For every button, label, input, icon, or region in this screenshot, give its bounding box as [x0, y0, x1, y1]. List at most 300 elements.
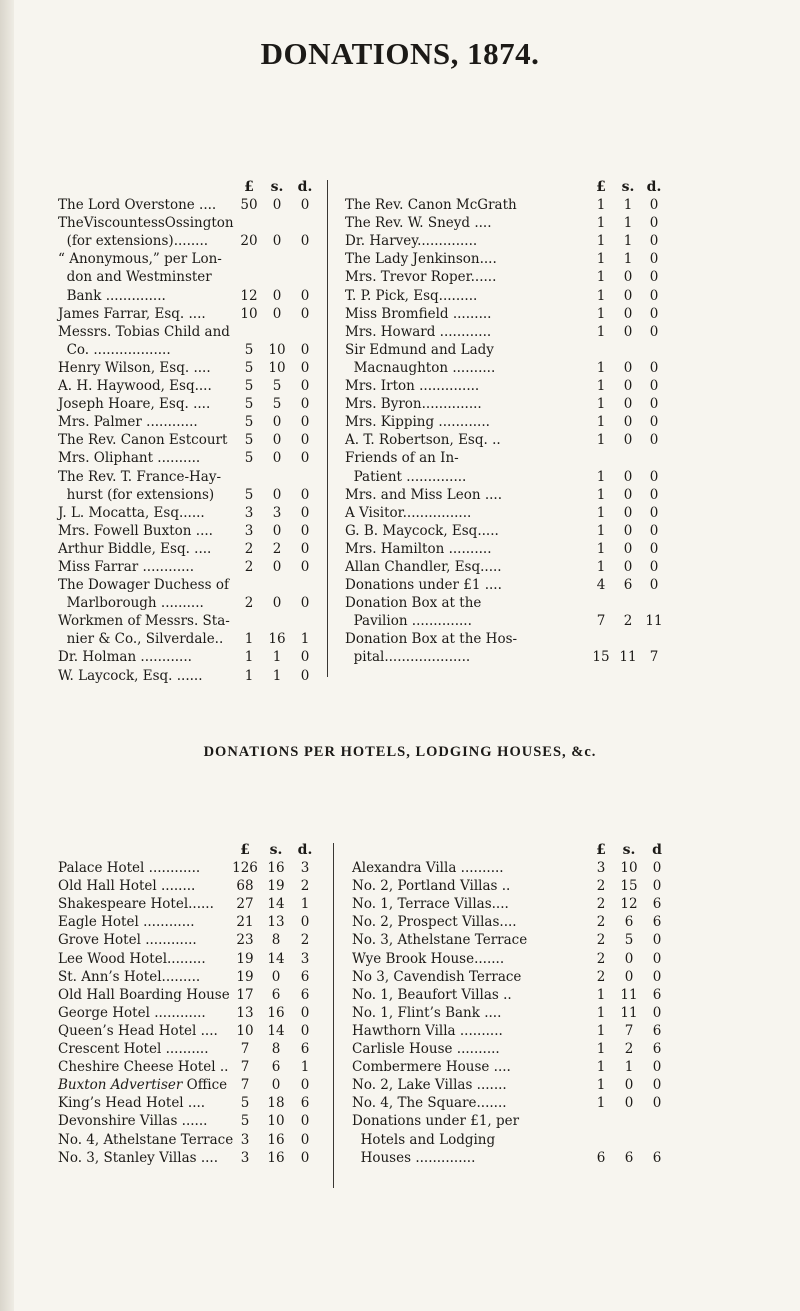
amount-shillings: 0 [624, 1095, 634, 1112]
amount-shillings: 5 [624, 932, 634, 949]
donor-name: Hotels and Lodging [352, 1131, 496, 1148]
amount-shillings: 0 [271, 1077, 281, 1094]
amount-shillings: 0 [623, 323, 633, 340]
donor-name: Miss Bromfield ......... [345, 305, 492, 322]
ledger-row [58, 196, 338, 214]
ledger-row [58, 1112, 338, 1130]
ledger-row [345, 268, 659, 286]
amount-shillings: 2 [623, 613, 633, 630]
amount-shillings: 0 [623, 468, 633, 485]
amount-pounds: 3 [244, 504, 254, 521]
ledger-row [58, 950, 338, 968]
donor-name: No. 3, Athelstane Terrace [352, 932, 528, 949]
donor-name: Donation Box at the Hos- [345, 631, 518, 648]
donor-name: Mrs. and Miss Leon .... [345, 486, 502, 503]
amount-shillings: 0 [272, 595, 282, 612]
amount-pounds: 1 [596, 414, 606, 431]
donor-name: Friends of an In- [345, 450, 459, 467]
amount-pence: 0 [649, 287, 659, 304]
pounds-header: £ [596, 842, 606, 858]
amount-pounds: 21 [236, 914, 254, 931]
currency-header-row [58, 178, 338, 196]
donor-name: The Lord Overstone .... [58, 197, 217, 214]
amount-pounds: 1 [596, 558, 606, 575]
donor-name: Mrs. Irton .............. [345, 378, 480, 395]
amount-shillings: 0 [272, 197, 282, 214]
donor-name: Patient .............. [345, 468, 467, 485]
amount-shillings: 0 [624, 968, 634, 985]
amount-pounds: 2 [244, 540, 254, 557]
amount-shillings: 6 [271, 986, 281, 1003]
amount-pounds: 1 [596, 287, 606, 304]
amount-pounds: 2 [596, 932, 606, 949]
ledger-row [352, 1040, 662, 1058]
amount-pence: 0 [300, 233, 310, 250]
donor-name: Mrs. Kipping ............ [345, 414, 490, 431]
amount-pence: 0 [652, 860, 662, 877]
amount-pounds: 13 [236, 1004, 254, 1021]
amount-pounds: 20 [240, 233, 258, 250]
donor-name: Mrs. Howard ............ [345, 323, 492, 340]
amount-pence: 0 [300, 1113, 310, 1130]
ledger-row [58, 413, 338, 431]
amount-shillings: 0 [623, 269, 633, 286]
amount-pence: 0 [300, 1131, 310, 1148]
amount-shillings: 5 [272, 378, 282, 395]
donor-name: Henry Wilson, Esq. .... [58, 359, 211, 376]
ledger-row [58, 1040, 338, 1058]
amount-shillings: 1 [623, 251, 633, 268]
amount-pounds: 1 [596, 396, 606, 413]
donor-name: Arthur Biddle, Esq. .... [58, 540, 212, 557]
amount-shillings: 8 [271, 932, 281, 949]
ledger-row [352, 1094, 662, 1112]
amount-shillings: 0 [272, 287, 282, 304]
amount-pounds: 50 [240, 197, 258, 214]
ledger-row [352, 1149, 662, 1167]
amount-pence: 0 [652, 932, 662, 949]
ledger-row [345, 431, 659, 449]
amount-pence: 0 [649, 269, 659, 286]
ledger-row [345, 522, 659, 540]
amount-pence: 6 [652, 1022, 662, 1039]
donor-name: No. 2, Portland Villas .. [352, 878, 511, 895]
ledger-row [352, 1058, 662, 1076]
amount-shillings: 16 [268, 631, 286, 648]
shillings-header: s. [269, 842, 283, 858]
amount-pounds: 5 [244, 432, 254, 449]
donor-name: Mrs. Hamilton .......... [345, 540, 492, 557]
amount-pence: 1 [300, 896, 310, 913]
donor-name: Carlisle House .......... [352, 1041, 500, 1058]
ledger-row [345, 594, 645, 612]
ledger-row [345, 395, 659, 413]
amount-pence: 0 [300, 414, 310, 431]
amount-pounds: 126 [232, 860, 258, 877]
ledger-row [58, 449, 338, 467]
amount-shillings: 5 [272, 396, 282, 413]
donor-name: Mrs. Trevor Roper...... [345, 269, 497, 286]
ledger-row [58, 1004, 338, 1022]
amount-shillings: 1 [272, 649, 282, 666]
donor-name: No. 1, Beaufort Villas .. [352, 986, 512, 1003]
donor-name: No. 1, Flint’s Bank .... [352, 1004, 502, 1021]
donor-name: Queen’s Head Hotel .... [58, 1022, 218, 1039]
amount-pounds: 1 [596, 1004, 606, 1021]
amount-pence: 0 [649, 305, 659, 322]
donor-name: Workmen of Messrs. Sta- [58, 613, 230, 630]
amount-pence: 0 [300, 504, 310, 521]
ledger-row [58, 214, 338, 232]
ledger-row [58, 594, 338, 612]
amount-shillings: 0 [623, 540, 633, 557]
amount-pence: 0 [300, 197, 310, 214]
donor-name: Marlborough .......... [58, 595, 204, 612]
amount-pence: 6 [300, 968, 310, 985]
amount-pence: 0 [300, 1022, 310, 1039]
amount-pence: 2 [300, 878, 310, 895]
amount-pence: 1 [300, 631, 310, 648]
donor-name: G. B. Maycock, Esq..... [345, 522, 499, 539]
amount-shillings: 16 [267, 1149, 285, 1166]
ledger-row [345, 558, 659, 576]
ledger-row [345, 341, 645, 359]
donor-name: Eagle Hotel ............ [58, 914, 195, 931]
amount-pence: 0 [300, 287, 310, 304]
donor-name: No. 3, Stanley Villas .... [58, 1149, 218, 1166]
donor-name: No. 4, The Square....... [352, 1095, 507, 1112]
donor-name: The Rev. W. Sneyd .... [345, 215, 492, 232]
amount-pounds: 1 [596, 1059, 606, 1076]
amount-shillings: 10 [620, 860, 638, 877]
shillings-header: s. [621, 179, 635, 195]
amount-shillings: 0 [623, 287, 633, 304]
amount-pence: 0 [300, 359, 310, 376]
amount-pounds: 23 [236, 932, 254, 949]
donor-name: King’s Head Hotel .... [58, 1095, 206, 1112]
donations-right-column [345, 178, 663, 667]
amount-pounds: 5 [244, 341, 254, 358]
amount-pence: 0 [649, 504, 659, 521]
ledger-row [345, 648, 659, 666]
ledger-row [352, 968, 662, 986]
donor-name: The Dowager Duchess of [58, 577, 229, 594]
amount-pence: 0 [300, 486, 310, 503]
amount-pounds: 10 [240, 305, 258, 322]
donor-name: Co. .................. [58, 341, 171, 358]
ledger-row [58, 576, 338, 594]
amount-shillings: 16 [267, 1131, 285, 1148]
pounds-header: £ [244, 179, 254, 195]
amount-pence: 0 [649, 414, 659, 431]
amount-pounds: 3 [596, 860, 606, 877]
donor-name: Alexandra Villa .......... [352, 860, 504, 877]
amount-shillings: 10 [268, 359, 286, 376]
amount-pounds: 2 [596, 896, 606, 913]
newspaper-title: Buxton Advertiser [58, 1077, 183, 1094]
amount-pence: 0 [649, 323, 659, 340]
amount-pounds: 1 [596, 269, 606, 286]
amount-shillings: 0 [272, 450, 282, 467]
amount-pence: 0 [300, 667, 310, 684]
amount-pence: 6 [300, 986, 310, 1003]
amount-pence: 0 [300, 450, 310, 467]
amount-pence: 0 [300, 595, 310, 612]
donor-name: Miss Farrar ............ [58, 558, 194, 575]
amount-pence: 6 [300, 1041, 310, 1058]
donor-name: W. Laycock, Esq. ...... [58, 667, 203, 684]
amount-pence: 6 [652, 914, 662, 931]
donor-name: The Rev. Canon Estcourt [58, 432, 228, 449]
amount-pounds: 5 [244, 396, 254, 413]
donor-name: TheViscountessOssington [58, 215, 234, 232]
amount-pence: 3 [300, 860, 310, 877]
ledger-row [58, 287, 338, 305]
amount-shillings: 0 [271, 968, 281, 985]
ledger-row [58, 1149, 338, 1167]
amount-pounds: 1 [596, 215, 606, 232]
amount-shillings: 1 [623, 197, 633, 214]
donor-name: A. H. Haywood, Esq.... [58, 378, 212, 395]
amount-shillings: 1 [623, 233, 633, 250]
donor-name: Buxton Advertiser Office [58, 1077, 228, 1094]
ledger-row [345, 504, 659, 522]
donor-name: Macnaughton .......... [345, 359, 496, 376]
ledger-row [58, 486, 338, 504]
ledger-row [58, 1094, 338, 1112]
column-divider [327, 180, 328, 677]
amount-shillings: 14 [267, 950, 285, 967]
donor-name: Sir Edmund and Lady [345, 341, 494, 358]
donor-name: Hawthorn Villa .......... [352, 1022, 503, 1039]
amount-pence: 0 [649, 197, 659, 214]
ledger-row [345, 612, 663, 630]
amount-shillings: 2 [624, 1041, 634, 1058]
amount-pounds: 1 [596, 305, 606, 322]
amount-pence: 0 [652, 1004, 662, 1021]
amount-pence: 0 [652, 1095, 662, 1112]
ledger-row [58, 986, 338, 1004]
column-divider [333, 843, 334, 1188]
amount-pence: 6 [652, 896, 662, 913]
amount-shillings: 8 [271, 1041, 281, 1058]
amount-shillings: 0 [623, 558, 633, 575]
amount-shillings: 13 [267, 914, 285, 931]
donor-name: The Rev. T. France-Hay- [58, 468, 222, 485]
currency-header-row [352, 841, 662, 859]
amount-pounds: 7 [240, 1041, 250, 1058]
amount-shillings: 2 [272, 540, 282, 557]
ledger-row [58, 1131, 338, 1149]
amount-pounds: 15 [592, 649, 610, 666]
amount-pence: 0 [652, 1077, 662, 1094]
donor-name: Donations under £1, per [352, 1113, 520, 1130]
donor-name: Mrs. Oliphant .......... [58, 450, 201, 467]
ledger-row [345, 287, 659, 305]
amount-pence: 0 [649, 396, 659, 413]
ledger-row [58, 341, 338, 359]
amount-pounds: 3 [240, 1149, 250, 1166]
ledger-row [345, 359, 659, 377]
amount-pounds: 1 [244, 649, 254, 666]
donor-name: Donation Box at the [345, 595, 482, 612]
ledger-row [345, 630, 645, 648]
ledger-row [58, 250, 338, 268]
ledger-row [58, 968, 338, 986]
amount-pence: 1 [300, 1059, 310, 1076]
ledger-row [352, 913, 662, 931]
ledger-row [58, 648, 338, 666]
donor-name: George Hotel ............ [58, 1004, 206, 1021]
amount-shillings: 6 [271, 1059, 281, 1076]
ledger-row [58, 377, 338, 395]
donor-name: James Farrar, Esq. .... [58, 305, 206, 322]
hotels-right-column [352, 841, 662, 1167]
amount-pounds: 1 [596, 986, 606, 1003]
ledger-row [58, 1076, 338, 1094]
amount-pence: 0 [652, 878, 662, 895]
ledger-row [345, 468, 659, 486]
ledger-row [58, 1058, 338, 1076]
amount-pounds: 5 [244, 359, 254, 376]
amount-pounds: 1 [596, 1022, 606, 1039]
page-title: DONATIONS, 1874. [260, 36, 540, 71]
amount-pence: 11 [645, 613, 663, 630]
donor-name: Old Hall Boarding House [58, 986, 230, 1003]
amount-pounds: 1 [596, 233, 606, 250]
amount-pounds: 1 [596, 359, 606, 376]
amount-pence: 0 [649, 558, 659, 575]
donor-name: Lee Wood Hotel......... [58, 950, 206, 967]
amount-pounds: 6 [596, 1149, 606, 1166]
donor-name: Mrs. Byron.............. [345, 396, 482, 413]
amount-pounds: 12 [240, 287, 258, 304]
amount-pounds: 5 [244, 378, 254, 395]
amount-pence: 0 [300, 305, 310, 322]
pounds-header: £ [596, 179, 606, 195]
ledger-row [58, 395, 338, 413]
amount-shillings: 11 [620, 986, 638, 1003]
amount-shillings: 0 [623, 414, 633, 431]
amount-pounds: 5 [244, 414, 254, 431]
ledger-row [58, 359, 338, 377]
amount-pence: 6 [652, 986, 662, 1003]
amount-pounds: 2 [596, 968, 606, 985]
amount-pence: 0 [652, 968, 662, 985]
ledger-row [58, 232, 338, 250]
donor-name: pital.................... [345, 649, 471, 666]
donor-name: Mrs. Palmer ............ [58, 414, 198, 431]
amount-pounds: 27 [236, 896, 254, 913]
hotels-section-title: DONATIONS PER HOTELS, LODGING HOUSES, &c. [203, 744, 597, 760]
amount-pounds: 2 [596, 950, 606, 967]
ledger-row [345, 413, 659, 431]
amount-pence: 0 [300, 558, 310, 575]
donor-name: No. 2, Lake Villas ....... [352, 1077, 507, 1094]
donor-name: Cheshire Cheese Hotel .. [58, 1059, 229, 1076]
amount-pounds: 1 [596, 323, 606, 340]
donor-name: Palace Hotel ............ [58, 860, 201, 877]
donor-name: The Lady Jenkinson.... [345, 251, 497, 268]
amount-shillings: 0 [272, 414, 282, 431]
donor-name: St. Ann’s Hotel......... [58, 968, 201, 985]
amount-pounds: 5 [244, 486, 254, 503]
ledger-row [345, 449, 645, 467]
amount-pence: 0 [649, 215, 659, 232]
donor-name: A. T. Robertson, Esq. .. [345, 432, 501, 449]
amount-shillings: 6 [623, 577, 633, 594]
pounds-header: £ [240, 842, 250, 858]
amount-shillings: 1 [272, 667, 282, 684]
donor-name: A Visitor................ [345, 504, 472, 521]
ledger-row [345, 323, 659, 341]
amount-pence: 0 [300, 649, 310, 666]
amount-pounds: 10 [236, 1022, 254, 1039]
ledger-row [352, 877, 662, 895]
ledger-row [58, 859, 338, 877]
amount-pence: 0 [300, 378, 310, 395]
amount-pounds: 1 [596, 486, 606, 503]
shillings-header: s. [270, 179, 284, 195]
amount-shillings: 0 [624, 950, 634, 967]
ledger-row [345, 576, 659, 594]
amount-pounds: 3 [240, 1131, 250, 1148]
amount-pounds: 1 [596, 522, 606, 539]
amount-pounds: 7 [240, 1059, 250, 1076]
amount-pence: 0 [649, 577, 659, 594]
ledger-row [58, 323, 338, 341]
donor-name: don and Westminster [58, 269, 212, 286]
donor-name: Wye Brook House....... [352, 950, 505, 967]
amount-shillings: 0 [272, 522, 282, 539]
ledger-row [345, 540, 659, 558]
amount-pence: 0 [649, 486, 659, 503]
ledger-row [58, 431, 338, 449]
amount-shillings: 0 [623, 359, 633, 376]
ledger-row [352, 950, 662, 968]
ledger-row [58, 1022, 338, 1040]
amount-pounds: 1 [596, 197, 606, 214]
pence-header: d [652, 842, 662, 858]
donations-left-column [58, 178, 338, 685]
donor-name: nier & Co., Silverdale.. [58, 631, 224, 648]
ledger-row [58, 504, 338, 522]
amount-pence: 0 [300, 396, 310, 413]
donor-name: T. P. Pick, Esq......... [345, 287, 478, 304]
amount-pounds: 19 [236, 968, 254, 985]
amount-shillings: 0 [272, 486, 282, 503]
amount-pence: 0 [300, 540, 310, 557]
amount-pounds: 7 [240, 1077, 250, 1094]
ledger-row [58, 305, 338, 323]
amount-shillings: 0 [623, 378, 633, 395]
amount-pence: 0 [649, 432, 659, 449]
donor-name: Old Hall Hotel ........ [58, 878, 196, 895]
ledger-row [58, 468, 338, 486]
donor-name: (for extensions)........ [58, 233, 209, 250]
amount-pence: 0 [649, 468, 659, 485]
amount-pounds: 7 [596, 613, 606, 630]
donor-name: Crescent Hotel .......... [58, 1041, 209, 1058]
amount-shillings: 0 [623, 305, 633, 322]
amount-pounds: 5 [240, 1095, 250, 1112]
amount-pounds: 1 [596, 432, 606, 449]
amount-shillings: 0 [623, 432, 633, 449]
amount-shillings: 10 [268, 341, 286, 358]
amount-pounds: 4 [596, 577, 606, 594]
amount-shillings: 0 [272, 233, 282, 250]
amount-pounds: 5 [244, 450, 254, 467]
